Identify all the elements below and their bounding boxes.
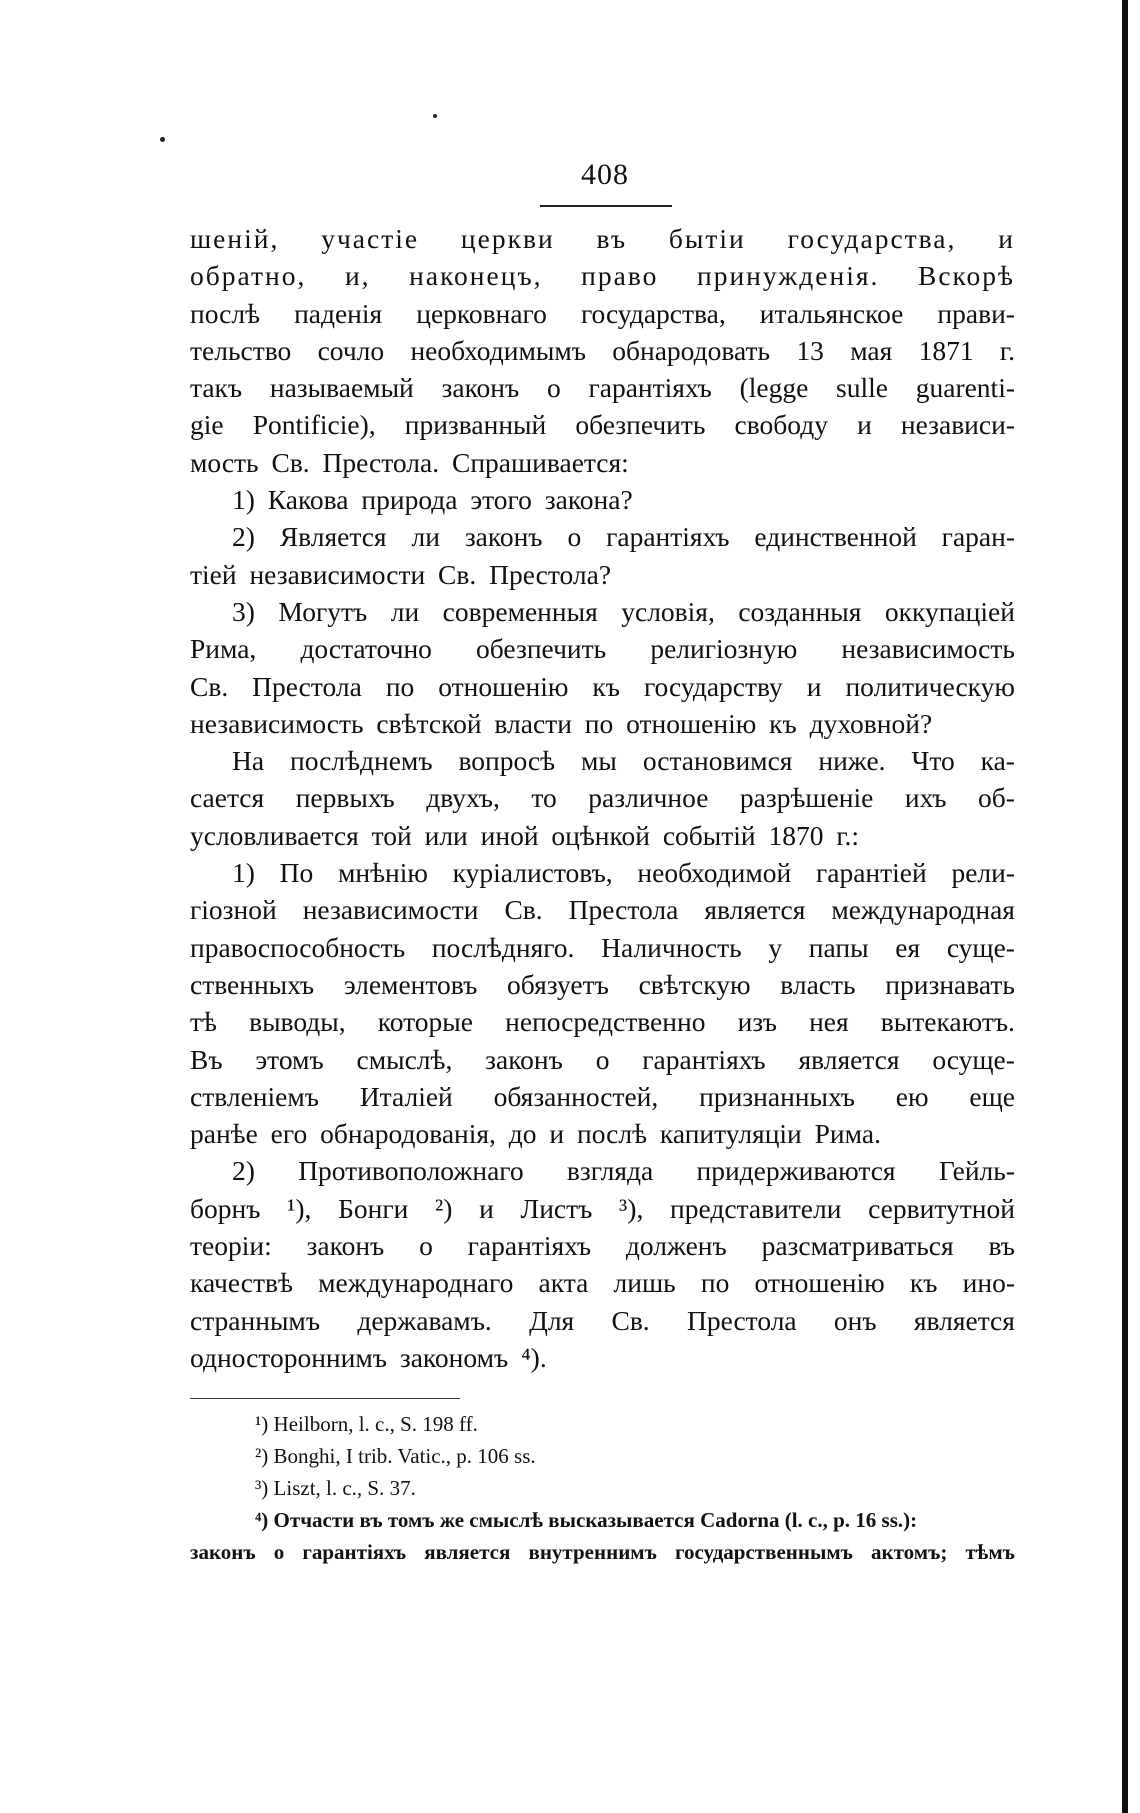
text-line: 2) Противоположнаго взгляда придерживаются Гейль- (232, 1155, 1015, 1187)
text-line: тѣ выводы, которые непосредственно изъ нея вытекаютъ. (190, 1006, 1015, 1038)
text-line: условливается той или иной оцѣнкой событій 1870 г.: (190, 819, 860, 851)
text-line: 3) Могутъ ли современныя условія, созданныя оккупаціей (232, 595, 1015, 627)
text-line: На послѣднемъ вопросѣ мы остановимся ниже. Что ка- (232, 745, 1015, 777)
text-line: 1) Какова природа этого закона? (232, 484, 633, 516)
text-line: независимость свѣтской власти по отношенію къ духовной? (190, 707, 933, 739)
text-line: gie Pontificie), призванный обезпечить свободу и независи- (190, 409, 1015, 441)
scan-speck (160, 137, 165, 142)
text-line: Въ этомъ смыслѣ, законъ о гарантіяхъ является осуще- (190, 1043, 1015, 1075)
text-line: страннымъ державамъ. Для Св. Престола онъ является (190, 1304, 1015, 1336)
page-edge-line (1122, 0, 1128, 1813)
text-line: правоспособность послѣдняго. Наличность у папы ея суще- (190, 931, 1015, 963)
text-line: послѣ паденія церковнаго государства, итальянское прави- (190, 297, 1015, 329)
text-line: качествѣ международнаго акта лишь по отношенію къ ино- (190, 1267, 1015, 1299)
footnote-4: ⁴) Отчасти въ томъ же смыслѣ высказывается Cadorna (l. c., p. 16 ss.): (255, 1508, 918, 1532)
text-line: мость Св. Престола. Спрашивается: (190, 446, 629, 478)
footnote-1: ¹) Heilborn, l. c., S. 198 ff. (255, 1412, 478, 1436)
text-line: сается первыхъ двухъ, то различное разрѣшеніе ихъ об- (190, 782, 1015, 814)
page-number-rule (540, 205, 672, 207)
footnote-3: ³) Liszt, l. c., S. 37. (255, 1476, 416, 1500)
text-line: ственныхъ элементовъ обязуетъ свѣтскую власть признавать (190, 968, 1015, 1000)
footnote-2: ²) Bonghi, I trib. Vatic., p. 106 ss. (255, 1444, 536, 1468)
text-line: 2) Является ли законъ о гарантіяхъ единственной гаран- (232, 521, 1015, 553)
text-line: Св. Престола по отношенію къ государству и политическую (190, 670, 1015, 702)
text-line: обратно, и, наконецъ, право принужденія. Вскорѣ (190, 260, 1015, 292)
text-line: тельство сочло необходимымъ обнародовать 13 мая 1871 г. (190, 334, 1015, 366)
text-line: теоріи: законъ о гарантіяхъ долженъ разсматриваться въ (190, 1230, 1015, 1262)
text-line: ранѣе его обнародованія, до и послѣ капитуляціи Рима. (190, 1118, 881, 1150)
text-line: Рима, достаточно обезпечить религіозную независимость (190, 633, 1015, 665)
scan-speck (433, 114, 437, 118)
text-line: такъ называемый законъ о гарантіяхъ (legge sulle guarenti- (190, 372, 1015, 404)
footnote-4-continued: законъ о гарантіяхъ является внутреннимъ государственнымъ актомъ; тѣмъ (190, 1540, 1015, 1564)
text-line: одностороннимъ закономъ ⁴). (190, 1341, 547, 1373)
text-line: 1) По мнѣнію куріалистовъ, необходимой гарантіей рели- (232, 857, 1015, 889)
footnote-rule (190, 1398, 460, 1399)
text-line: шеній, участіе церкви въ бытіи государства, и (190, 223, 1015, 254)
text-line: ствленіемъ Италіей обязанностей, признанныхъ ею еще (190, 1080, 1015, 1112)
footnotes (190, 1408, 1015, 1568)
page-number: 408 (581, 158, 629, 191)
text-line: борнъ ¹), Бонги ²) и Листъ ³), представители сервитутной (190, 1192, 1015, 1224)
text-line: гіозной независимости Св. Престола является международная (190, 894, 1015, 926)
text-line: тіей независимости Св. Престола? (190, 558, 612, 590)
body-text (190, 220, 1015, 1376)
